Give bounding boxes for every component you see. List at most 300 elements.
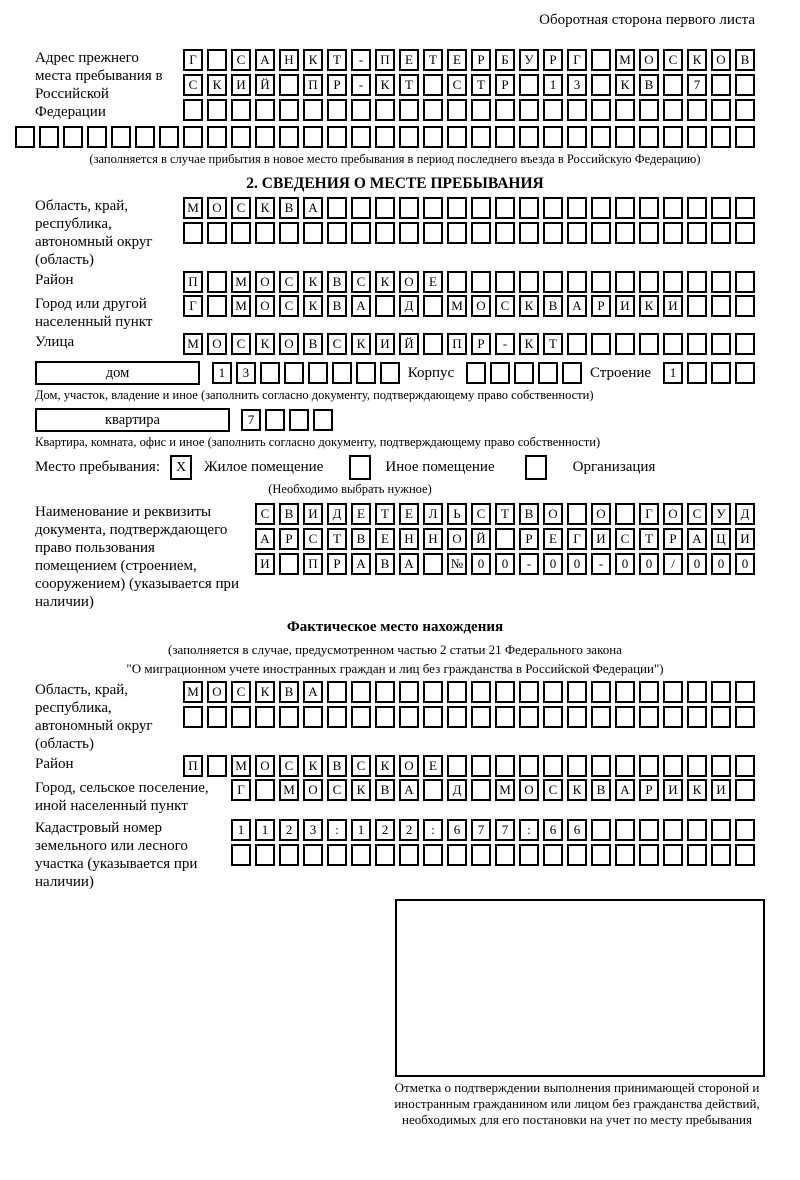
checkbox-inoe (349, 455, 371, 480)
char-box (231, 99, 251, 121)
char-box (327, 197, 347, 219)
char-box (375, 844, 395, 866)
char-box (471, 271, 491, 293)
char-box: Н (423, 528, 443, 550)
char-box (711, 99, 731, 121)
char-box (327, 126, 347, 148)
char-box (255, 706, 275, 728)
char-box: С (279, 271, 299, 293)
char-box (663, 74, 683, 96)
char-box: С (255, 503, 275, 525)
char-box: О (447, 528, 467, 550)
char-box (543, 755, 563, 777)
char-box: И (663, 779, 683, 801)
char-box: Т (423, 49, 443, 71)
char-box: В (279, 197, 299, 219)
char-box (399, 706, 419, 728)
char-box (687, 681, 707, 703)
char-box (663, 126, 683, 148)
char-box (615, 197, 635, 219)
char-box (375, 706, 395, 728)
dom-label-box: дом (35, 361, 200, 385)
char-box (567, 755, 587, 777)
char-box (327, 844, 347, 866)
char-box: И (255, 553, 275, 575)
char-box: П (447, 333, 467, 355)
char-box (591, 819, 611, 841)
korpus-label: Корпус (407, 364, 455, 381)
char-row-fact-raion (179, 755, 755, 777)
char-box (687, 126, 707, 148)
char-box (207, 99, 227, 121)
char-box (207, 126, 227, 148)
char-box: А (303, 681, 323, 703)
char-box (423, 844, 443, 866)
document-label: Наименование и реквизиты документа, подтверждающего право пользования помещением (строением, сооружением) (указывается при наличии) (35, 504, 240, 610)
char-box (519, 844, 539, 866)
char-box (207, 271, 227, 293)
char-box (471, 706, 491, 728)
char-box (663, 681, 683, 703)
char-row-kvartira (237, 409, 333, 431)
char-box: М (231, 271, 251, 293)
char-box (639, 819, 659, 841)
char-box (495, 197, 515, 219)
char-box (423, 779, 443, 801)
field-document (35, 503, 755, 611)
char-box: Д (399, 295, 419, 317)
char-box: К (207, 74, 227, 96)
char-box: К (351, 333, 371, 355)
char-box (687, 295, 707, 317)
char-box: М (231, 295, 251, 317)
stroenie-label: Строение (589, 364, 652, 381)
char-box (447, 99, 467, 121)
char-box (519, 681, 539, 703)
char-box (639, 681, 659, 703)
char-box: - (351, 74, 371, 96)
char-row-dom (208, 362, 400, 384)
mesto-note: (Необходимо выбрать нужное) (268, 482, 432, 496)
char-box: У (519, 49, 539, 71)
char-box (687, 271, 707, 293)
char-box: С (615, 528, 635, 550)
char-box (591, 706, 611, 728)
char-box (313, 409, 333, 431)
char-box (711, 681, 731, 703)
char-row-ulitsa (179, 333, 755, 355)
char-box (639, 197, 659, 219)
field-oblast (35, 197, 755, 269)
char-box: А (567, 295, 587, 317)
char-box: С (543, 779, 563, 801)
char-box (375, 222, 395, 244)
char-box: Е (399, 503, 419, 525)
char-box (567, 333, 587, 355)
char-box (351, 222, 371, 244)
char-box: Й (471, 528, 491, 550)
char-box (639, 333, 659, 355)
char-box (327, 99, 347, 121)
char-box (567, 99, 587, 121)
char-box: У (711, 503, 731, 525)
char-box: Н (399, 528, 419, 550)
char-box (735, 271, 755, 293)
char-box (255, 844, 275, 866)
char-box (495, 706, 515, 728)
char-row-gorod (179, 295, 755, 317)
char-row-oblast-2 (179, 222, 755, 244)
char-box (423, 222, 443, 244)
char-box (735, 706, 755, 728)
char-box: 0 (711, 553, 731, 575)
char-box (471, 779, 491, 801)
char-box: С (279, 755, 299, 777)
char-box: С (327, 333, 347, 355)
char-box: В (327, 295, 347, 317)
char-box (543, 222, 563, 244)
oblast-label: Область, край, республика, автономный округ (область) (35, 198, 153, 268)
char-box: В (279, 503, 299, 525)
char-box (663, 333, 683, 355)
char-box: О (207, 681, 227, 703)
char-box (183, 706, 203, 728)
char-box (543, 99, 563, 121)
kvartira-note: Квартира, комната, офис и иное (заполнить согласно документу, подтверждающему право собственности) (35, 435, 601, 449)
char-box (265, 409, 285, 431)
char-box (711, 74, 731, 96)
char-box (687, 197, 707, 219)
char-row-raion (179, 271, 755, 293)
char-box (735, 779, 755, 801)
char-box: С (447, 74, 467, 96)
char-box: В (279, 681, 299, 703)
char-box: С (231, 49, 251, 71)
char-box: 1 (351, 819, 371, 841)
char-box: С (351, 755, 371, 777)
char-box: К (375, 74, 395, 96)
char-box (514, 362, 534, 384)
char-box (711, 333, 731, 355)
char-box: А (687, 528, 707, 550)
char-row-document-1 (251, 503, 755, 525)
char-box: - (591, 553, 611, 575)
char-box (639, 99, 659, 121)
char-box (351, 844, 371, 866)
char-box (687, 362, 707, 384)
char-box (663, 819, 683, 841)
char-box: В (351, 528, 371, 550)
char-box: 0 (543, 553, 563, 575)
char-box (591, 333, 611, 355)
char-box (375, 681, 395, 703)
char-box (519, 222, 539, 244)
char-box: К (255, 197, 275, 219)
char-box (711, 271, 731, 293)
char-box (519, 99, 539, 121)
char-box: М (183, 197, 203, 219)
char-box: Н (279, 49, 299, 71)
char-box (308, 362, 328, 384)
char-box (615, 844, 635, 866)
fact-raion-label: Район (35, 756, 74, 772)
char-box: Г (639, 503, 659, 525)
option-zhiloe-label: Жилое помещение (204, 459, 324, 475)
char-box (567, 197, 587, 219)
char-box (260, 362, 280, 384)
char-box (735, 99, 755, 121)
fact-oblast-label: Область, край, республика, автономный округ (область) (35, 682, 153, 752)
char-box (495, 271, 515, 293)
char-box (591, 126, 611, 148)
field-gorod (35, 295, 755, 331)
char-row-prev-address-3 (179, 99, 755, 121)
char-box: С (183, 74, 203, 96)
char-box (351, 197, 371, 219)
char-box: Е (423, 755, 443, 777)
char-box (231, 222, 251, 244)
char-box: Й (255, 74, 275, 96)
char-box: С (471, 503, 491, 525)
char-box: К (375, 755, 395, 777)
char-box (351, 681, 371, 703)
char-box (735, 819, 755, 841)
char-box (591, 222, 611, 244)
char-box: - (495, 333, 515, 355)
char-box: 0 (471, 553, 491, 575)
char-box: 1 (231, 819, 251, 841)
char-box (471, 126, 491, 148)
char-box (183, 126, 203, 148)
char-box (735, 681, 755, 703)
char-box (447, 271, 467, 293)
char-box (375, 295, 395, 317)
char-box (543, 126, 563, 148)
char-box (495, 528, 515, 550)
field-fact-oblast (35, 681, 755, 753)
char-box (399, 844, 419, 866)
char-box: : (423, 819, 443, 841)
char-box: Т (639, 528, 659, 550)
char-box: 1 (663, 362, 683, 384)
char-box: Г (183, 295, 203, 317)
char-box (63, 126, 83, 148)
char-box: В (303, 333, 323, 355)
char-box: А (255, 49, 275, 71)
char-box: С (303, 528, 323, 550)
char-box (538, 362, 558, 384)
char-box (591, 49, 611, 71)
char-box: Е (375, 528, 395, 550)
char-box: В (375, 779, 395, 801)
field-mesto-prebyvaniya (35, 455, 755, 480)
char-box (615, 333, 635, 355)
char-box: А (615, 779, 635, 801)
option-organizatsiya-label: Организация (572, 459, 656, 475)
char-box (399, 681, 419, 703)
fact-title: Фактическое место нахождения (286, 619, 504, 635)
char-box: 2 (279, 819, 299, 841)
field-raion (35, 271, 755, 293)
char-box: Р (495, 74, 515, 96)
mesto-label: Место пребывания: (35, 459, 160, 475)
char-box (543, 197, 563, 219)
char-box: Т (375, 503, 395, 525)
char-box: : (327, 819, 347, 841)
char-box (279, 222, 299, 244)
char-box: Р (279, 528, 299, 550)
char-box (399, 126, 419, 148)
char-box (471, 844, 491, 866)
char-box: 0 (735, 553, 755, 575)
char-row-stroenie (659, 362, 755, 384)
char-row-fact-oblast-2 (179, 706, 755, 728)
char-box (399, 197, 419, 219)
char-row-document-2 (251, 528, 755, 550)
char-box (255, 99, 275, 121)
char-box (663, 99, 683, 121)
char-box: 6 (447, 819, 467, 841)
char-box: Т (327, 528, 347, 550)
char-box (303, 844, 323, 866)
char-box: 0 (615, 553, 635, 575)
char-box (423, 706, 443, 728)
char-box: А (303, 197, 323, 219)
char-box (519, 197, 539, 219)
char-box (711, 706, 731, 728)
char-box (490, 362, 510, 384)
char-box: О (255, 271, 275, 293)
char-box: : (519, 819, 539, 841)
char-box (447, 755, 467, 777)
char-box (423, 126, 443, 148)
char-box (284, 362, 304, 384)
char-box (567, 681, 587, 703)
char-row-prev-address-2 (179, 74, 755, 96)
char-box (519, 74, 539, 96)
char-box: 6 (567, 819, 587, 841)
char-box (567, 503, 587, 525)
char-box (303, 126, 323, 148)
char-box (591, 844, 611, 866)
char-box: М (279, 779, 299, 801)
char-box (711, 222, 731, 244)
char-box: Е (423, 271, 443, 293)
char-box: Р (543, 49, 563, 71)
char-row-prev-address-1 (179, 49, 755, 71)
char-box: 7 (495, 819, 515, 841)
kadastr-label: Кадастровый номер земельного или лесного участка (указывается при наличии) (35, 820, 198, 890)
char-row-kadastr-1 (227, 819, 755, 841)
char-box: Р (471, 333, 491, 355)
char-box (591, 755, 611, 777)
char-box (375, 197, 395, 219)
char-box: Г (183, 49, 203, 71)
char-box (735, 844, 755, 866)
char-box (183, 99, 203, 121)
char-box (303, 706, 323, 728)
kvartira-label-box: квартира (35, 408, 230, 432)
prev-address-label: Адрес прежнего места пребывания в Российской Федерации (35, 50, 163, 120)
char-box (135, 126, 155, 148)
char-box (495, 222, 515, 244)
char-box: 3 (303, 819, 323, 841)
char-box (183, 222, 203, 244)
char-box: 2 (399, 819, 419, 841)
char-box: Ц (711, 528, 731, 550)
char-box (735, 362, 755, 384)
char-box (735, 126, 755, 148)
char-box: Р (471, 49, 491, 71)
char-box (375, 126, 395, 148)
char-box: К (255, 333, 275, 355)
char-box (87, 126, 107, 148)
char-box (663, 222, 683, 244)
char-box: 0 (567, 553, 587, 575)
char-box: 7 (687, 74, 707, 96)
char-box: С (663, 49, 683, 71)
char-box (351, 126, 371, 148)
char-box: В (591, 779, 611, 801)
char-box (519, 755, 539, 777)
char-box (663, 706, 683, 728)
char-box (495, 99, 515, 121)
char-box (207, 295, 227, 317)
char-box (519, 706, 539, 728)
char-box: С (279, 295, 299, 317)
char-box: О (255, 755, 275, 777)
char-box: 0 (687, 553, 707, 575)
char-box: 7 (241, 409, 261, 431)
char-box: П (183, 755, 203, 777)
char-box (447, 844, 467, 866)
char-box: В (543, 295, 563, 317)
char-box: Г (567, 528, 587, 550)
char-box: / (663, 553, 683, 575)
char-box: Т (495, 503, 515, 525)
char-box: 1 (212, 362, 232, 384)
field-fact-raion (35, 755, 755, 777)
char-box (711, 295, 731, 317)
field-kadastr (35, 819, 755, 891)
char-box: А (255, 528, 275, 550)
char-box (327, 222, 347, 244)
char-box: С (231, 197, 251, 219)
char-box (447, 706, 467, 728)
checkbox-zhiloe: X (170, 455, 192, 480)
char-box: О (399, 271, 419, 293)
char-row-document-3 (251, 553, 755, 575)
char-box: С (231, 333, 251, 355)
char-box: К (303, 755, 323, 777)
char-box: В (375, 553, 395, 575)
char-box: К (303, 271, 323, 293)
char-box (639, 706, 659, 728)
char-box (207, 755, 227, 777)
char-box (711, 844, 731, 866)
char-box (303, 222, 323, 244)
char-box: О (543, 503, 563, 525)
char-box: С (495, 295, 515, 317)
char-box: Л (423, 503, 443, 525)
char-box: А (351, 553, 371, 575)
char-box: И (303, 503, 323, 525)
char-box: С (351, 271, 371, 293)
char-box: К (519, 295, 539, 317)
char-box: И (615, 295, 635, 317)
char-box: О (663, 503, 683, 525)
char-box (423, 74, 443, 96)
